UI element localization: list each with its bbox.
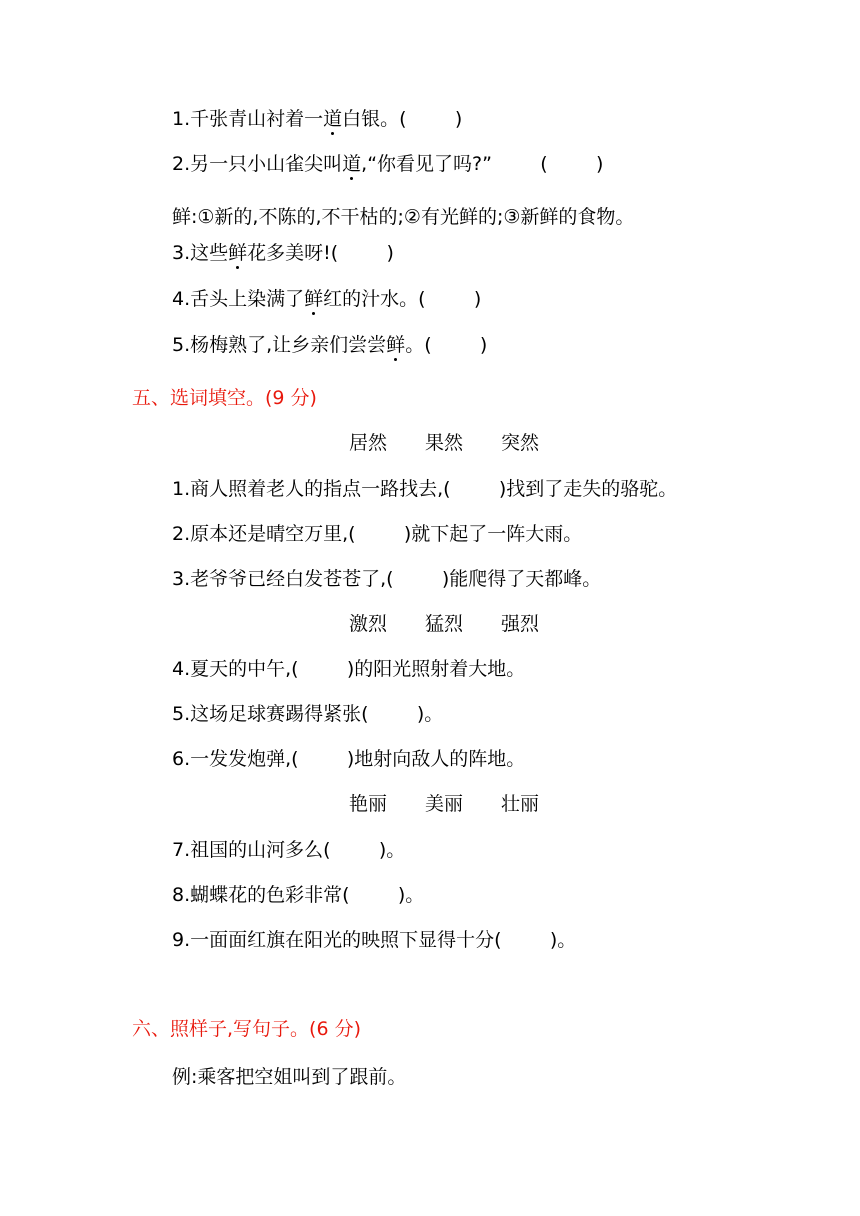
definition-line: 鲜:①新的,不陈的,不干枯的;②有光鲜的;③新鲜的食物。 — [172, 206, 635, 228]
word-option: 突然 — [501, 432, 540, 454]
q5-sentence-9: 9.一面面红旗在阳光的映照下显得十分( )。 — [172, 929, 577, 951]
q5-sentence-8: 8.蝴蝶花的色彩非常( )。 — [172, 884, 425, 906]
word-bank-1 — [349, 431, 539, 455]
word-bank-3 — [349, 792, 539, 816]
word-option: 壮丽 — [501, 793, 540, 815]
emphasis-dot-char: 鲜 — [228, 242, 248, 264]
emphasis-dot-char: 鲜 — [304, 288, 324, 310]
q5-sentence-5: 5.这场足球赛踢得紧张( )。 — [172, 703, 444, 725]
q4-line-3: 3.这些鲜花多美呀!( ) — [172, 242, 394, 264]
q5-sentence-1: 1.商人照着老人的指点一路找去,( )找到了走失的骆驼。 — [172, 478, 678, 500]
emphasis-dot-char: 道 — [323, 108, 343, 130]
q5-sentence-4: 4.夏天的中午,( )的阳光照射着大地。 — [172, 658, 526, 680]
q5-sentence-6: 6.一发发炮弹,( )地射向敌人的阵地。 — [172, 748, 526, 770]
q4-line-5: 5.杨梅熟了,让乡亲们尝尝鲜。( ) — [172, 334, 488, 356]
section-6-heading: 六、照样子,写句子。(6 分) — [132, 1018, 361, 1040]
q6-example: 例:乘客把空姐叫到了跟前。 — [172, 1066, 407, 1088]
word-option: 艳丽 — [349, 793, 388, 815]
emphasis-dot-char: 鲜 — [386, 334, 406, 356]
emphasis-dot-char: 道 — [342, 153, 362, 175]
section-5-heading: 五、选词填空。(9 分) — [132, 387, 317, 409]
word-option: 强烈 — [501, 613, 540, 635]
q5-sentence-2: 2.原本还是晴空万里,( )就下起了一阵大雨。 — [172, 523, 583, 545]
word-option: 猛烈 — [425, 613, 464, 635]
word-option: 果然 — [425, 432, 464, 454]
q4-line-1: 1.千张青山衬着一道白银。( ) — [172, 108, 463, 130]
word-option: 居然 — [349, 432, 388, 454]
word-option: 美丽 — [425, 793, 464, 815]
q4-line-4: 4.舌头上染满了鲜红的汁水。( ) — [172, 288, 482, 310]
q4-line-2: 2.另一只小山雀尖叫道,“你看见了吗?” ( ) — [172, 153, 604, 175]
word-bank-2 — [349, 612, 539, 636]
q5-sentence-7: 7.祖国的山河多么( )。 — [172, 839, 406, 861]
word-option: 激烈 — [349, 613, 388, 635]
q5-sentence-3: 3.老爷爷已经白发苍苍了,( )能爬得了天都峰。 — [172, 568, 602, 590]
